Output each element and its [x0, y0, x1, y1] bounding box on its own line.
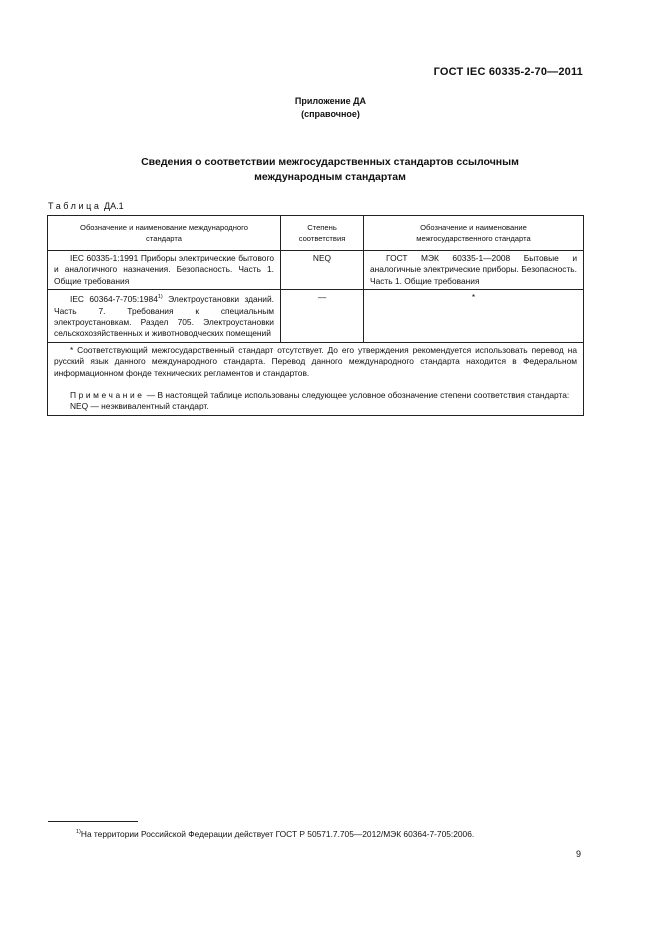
cell-interstate: * [364, 290, 584, 343]
cell-interstate: ГОСТ МЭК 60335-1—2008 Бытовые и аналогичные электрические приборы. Безопасность. Часть 1. Общие требования [364, 251, 584, 290]
cell-degree: NEQ [281, 251, 364, 290]
table-label-id: ДА.1 [104, 201, 124, 211]
heading-line-1: Сведения о соответствии межгосударственных стандартов ссылочным [141, 156, 519, 168]
table-notes [48, 342, 584, 415]
header-interstate-standard [364, 216, 584, 251]
footnote-text: На территории Российской Федерации действует ГОСТ Р 50571.7.705—2012/МЭК 60364-7-705:2006. [80, 829, 475, 839]
footnote-marker: 1) [76, 829, 81, 835]
header-degree-line-2: соответствия [298, 234, 346, 243]
document-code: ГОСТ IEC 60335-2-70—2011 [433, 66, 583, 78]
note-text: — В настоящей таблице использованы следующее условное обозначение степени соответствия стандарта: [144, 390, 570, 401]
header-interstate-line-1: Обозначение и наименование [420, 223, 527, 232]
header-interstate-line-2: межгосударственного стандарта [416, 234, 531, 243]
cell-international-title: Электроустановки зданий. Часть 7. Требования к специальным электроустановкам. Раздел 705. Электроустановки сельскохозяйственных и животноводческих помещений [54, 294, 274, 339]
annex-subtitle: (справочное) [301, 109, 360, 119]
correspondence-table [47, 215, 584, 416]
annex-block [0, 95, 661, 121]
footnote-divider [48, 821, 138, 822]
note-paragraph [54, 390, 577, 401]
table-row [48, 290, 584, 343]
cell-international-code: IEC 60364-7-705:1984 [70, 294, 158, 305]
cell-international: IEC 60335-1:1991 Приборы электрические бытового и аналогичного назначения. Безопасность. Часть 1. Общие требования [48, 251, 281, 290]
asterisk-note: * Соответствующий межгосударственный стандарт отсутствует. До его утверждения рекомендуется использовать перевод на русский язык данного международного стандарта. Перевод данного международного стандарта находится в Федеральном информационном фонде технических регламентов и стандартов. [54, 344, 577, 378]
cell-degree: — [281, 290, 364, 343]
header-international-line-2: стандарта [146, 234, 182, 243]
header-degree [281, 216, 364, 251]
table-label [48, 201, 124, 211]
cell-international [48, 290, 281, 343]
annex-title: Приложение ДА [294, 96, 367, 106]
header-international-line-1: Обозначение и наименование международного [80, 223, 248, 232]
header-degree-line-1: Степень [307, 223, 337, 232]
page-number: 9 [576, 849, 582, 859]
neq-definition: NEQ — неэквивалентный стандарт. [70, 401, 209, 412]
table-label-word: Таблица [48, 201, 102, 211]
table-notes-row [48, 342, 584, 415]
section-heading [90, 155, 570, 185]
header-international-standard [48, 216, 281, 251]
heading-line-2: международным стандартам [254, 171, 406, 183]
footnote-mark: 1) [157, 294, 163, 301]
table-header-row [48, 216, 584, 251]
table-row [48, 251, 584, 290]
note-word: Примечание [70, 390, 145, 401]
footnote [76, 829, 474, 839]
